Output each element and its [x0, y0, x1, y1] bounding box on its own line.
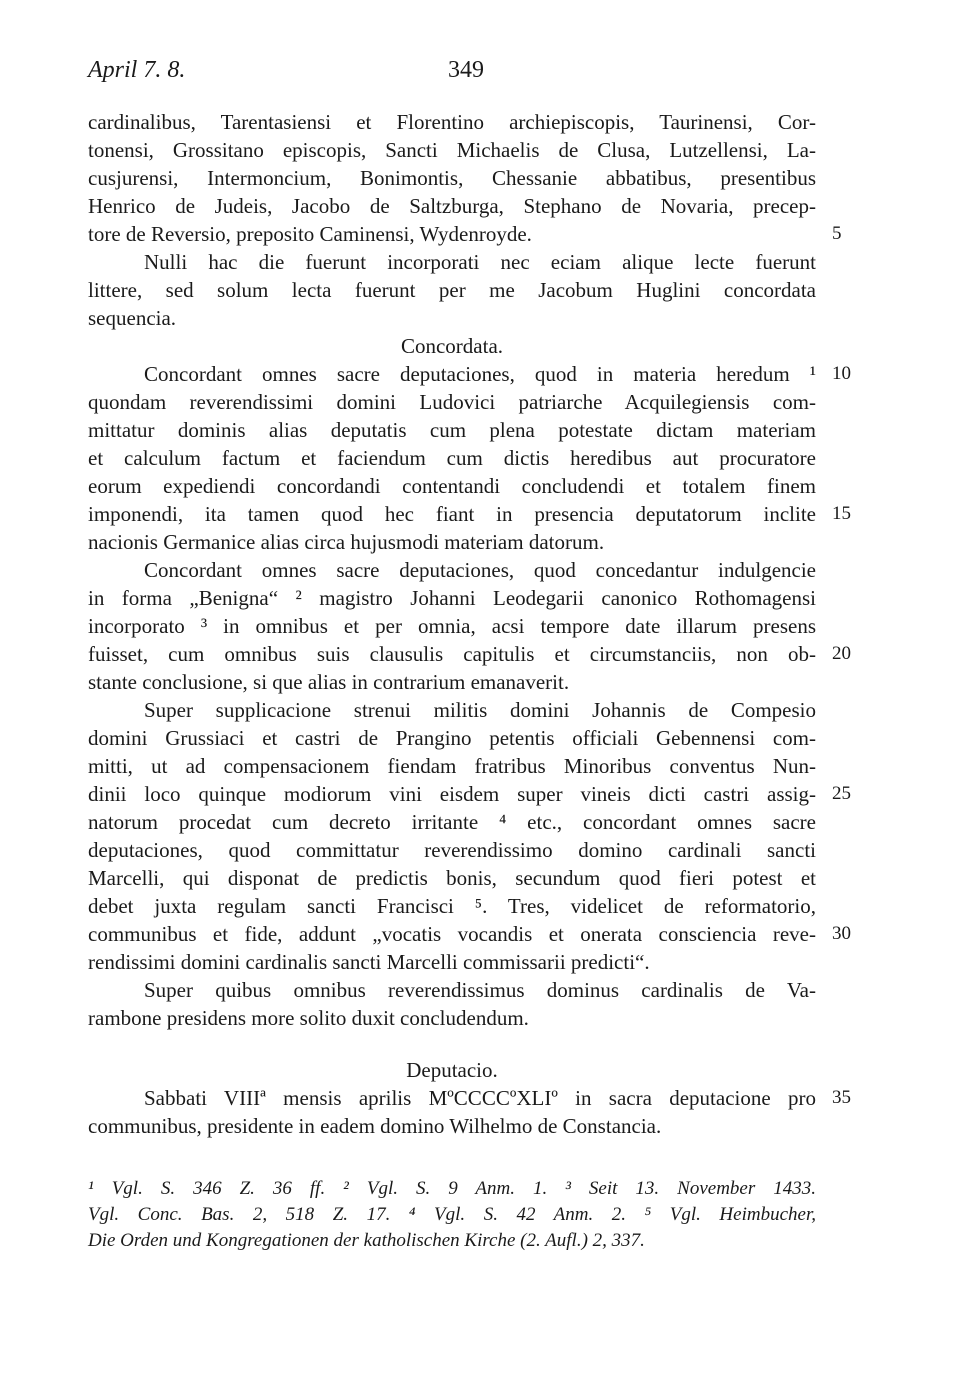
footnote-line: Die Orden und Kongregationen der katholischen Kirche (2. Aufl.) 2, 337.: [88, 1230, 645, 1251]
text-line: deputaciones, quod committatur reverendissimo domino cardinali sancti: [88, 838, 816, 862]
text-line: cusjurensi, Intermoncium, Bonimontis, Chessanie abbatibus, presentibus: [88, 166, 816, 190]
section-heading: Deputacio.: [406, 1058, 498, 1082]
text-line: Marcelli, qui disponat de predictis bonis, secundum quod fieri potest et: [88, 866, 816, 890]
text-line: rambone presidens more solito duxit concludendum.: [88, 1006, 529, 1030]
text-line: Nulli hac die fuerunt incorporati nec eciam alique lecte fuerunt: [144, 250, 816, 274]
text-line: tonensi, Grossitano episcopis, Sancti Michaelis de Clusa, Lutzellensi, La-: [88, 138, 816, 162]
text-line: eorum expediendi concordandi contentandi concludendi et totalem finem: [88, 474, 816, 498]
text-line: domini Grussiaci et castri de Prangino petentis officiali Gebennensi com-: [88, 726, 816, 750]
text-line: nacionis Germanice alias circa hujusmodi materiam datorum.: [88, 530, 605, 554]
footnote-line: ¹ Vgl. S. 346 Z. 36 ff. ² Vgl. S. 9 Anm. 1. ³ Seit 13. November 1433.: [88, 1178, 816, 1199]
text-line: et calculum factum et faciendum cum dictis heredibus aut procuratore: [88, 446, 816, 470]
section-heading: Concordata.: [400, 334, 504, 358]
text-line: imponendi, ita tamen quod hec fiant in presencia deputatorum inclite: [88, 502, 816, 526]
text-line: cardinalibus, Tarentasiensi et Florentino archiepiscopis, Taurinensi, Cor-: [88, 110, 816, 134]
text-line: stante conclusione, si que alias in contrarium emanaverit.: [88, 670, 570, 694]
text-line: mittatur dominis alias deputatis cum plena potestate dictam materiam: [88, 418, 816, 442]
text-line: debet juxta regulam sancti Francisci ⁵. Tres, videlicet de reformatorio,: [88, 894, 816, 918]
text-line: quondam reverendissimi domini Ludovici patriarche Acquilegiensis com-: [88, 390, 816, 414]
page-number: 349: [448, 57, 484, 83]
running-head-date: April 7. 8.: [88, 57, 186, 83]
line-number: 10: [832, 363, 851, 384]
text-line: tore de Reversio, preposito Caminensi, Wydenroyde.: [88, 222, 532, 246]
text-line: Super supplicacione strenui militis domini Johannis de Compesio: [144, 698, 816, 722]
text-line: communibus et fide, addunt „vocatis vocandis et onerata consciencia reve-: [88, 922, 816, 946]
text-line: Henrico de Judeis, Jacobo de Saltzburga, Stephano de Novaria, precep-: [88, 194, 816, 218]
line-number: 25: [832, 783, 851, 804]
text-line: Sabbati VIIIª mensis aprilis MºCCCCºXLIº in sacra deputacione pro: [144, 1086, 816, 1110]
text-line: littere, sed solum lecta fuerunt per me Jacobum Huglini concordata: [88, 278, 816, 302]
text-line: communibus, presidente in eadem domino Wilhelmo de Constancia.: [88, 1114, 662, 1138]
text-line: mitti, ut ad compensacionem fiendam fratribus Minoribus conventus Nun-: [88, 754, 816, 778]
text-line: Super quibus omnibus reverendissimus dominus cardinalis de Va-: [144, 978, 816, 1002]
text-line: incorporato ³ in omnibus et per omnia, acsi tempore date illarum presens: [88, 614, 816, 638]
text-line: dinii loco quinque modiorum vini eisdem super vineis dicti castri assig-: [88, 782, 816, 806]
text-line: Concordant omnes sacre deputaciones, quod concedantur indulgencie: [144, 558, 816, 582]
footnote-line: Vgl. Conc. Bas. 2, 518 Z. 17. ⁴ Vgl. S. 42 Anm. 2. ⁵ Vgl. Heimbucher,: [88, 1204, 816, 1225]
text-line: Concordant omnes sacre deputaciones, quod in materia heredum ¹: [144, 362, 816, 386]
text-line: rendissimi domini cardinalis sancti Marcelli commissarii predicti“.: [88, 950, 650, 974]
line-number: 30: [832, 923, 851, 944]
line-number: 15: [832, 503, 851, 524]
text-line: natorum procedat cum decreto irritante ⁴ etc., concordant omnes sacre: [88, 810, 816, 834]
text-line: in forma „Benigna“ ² magistro Johanni Leodegarii canonico Rothomagensi: [88, 586, 816, 610]
line-number: 35: [832, 1087, 851, 1108]
line-number: 20: [832, 643, 851, 664]
text-line: fuisset, cum omnibus suis clausulis capitulis et circumstanciis, non ob-: [88, 642, 816, 666]
text-line: sequencia.: [88, 306, 177, 330]
line-number: 5: [832, 223, 842, 244]
